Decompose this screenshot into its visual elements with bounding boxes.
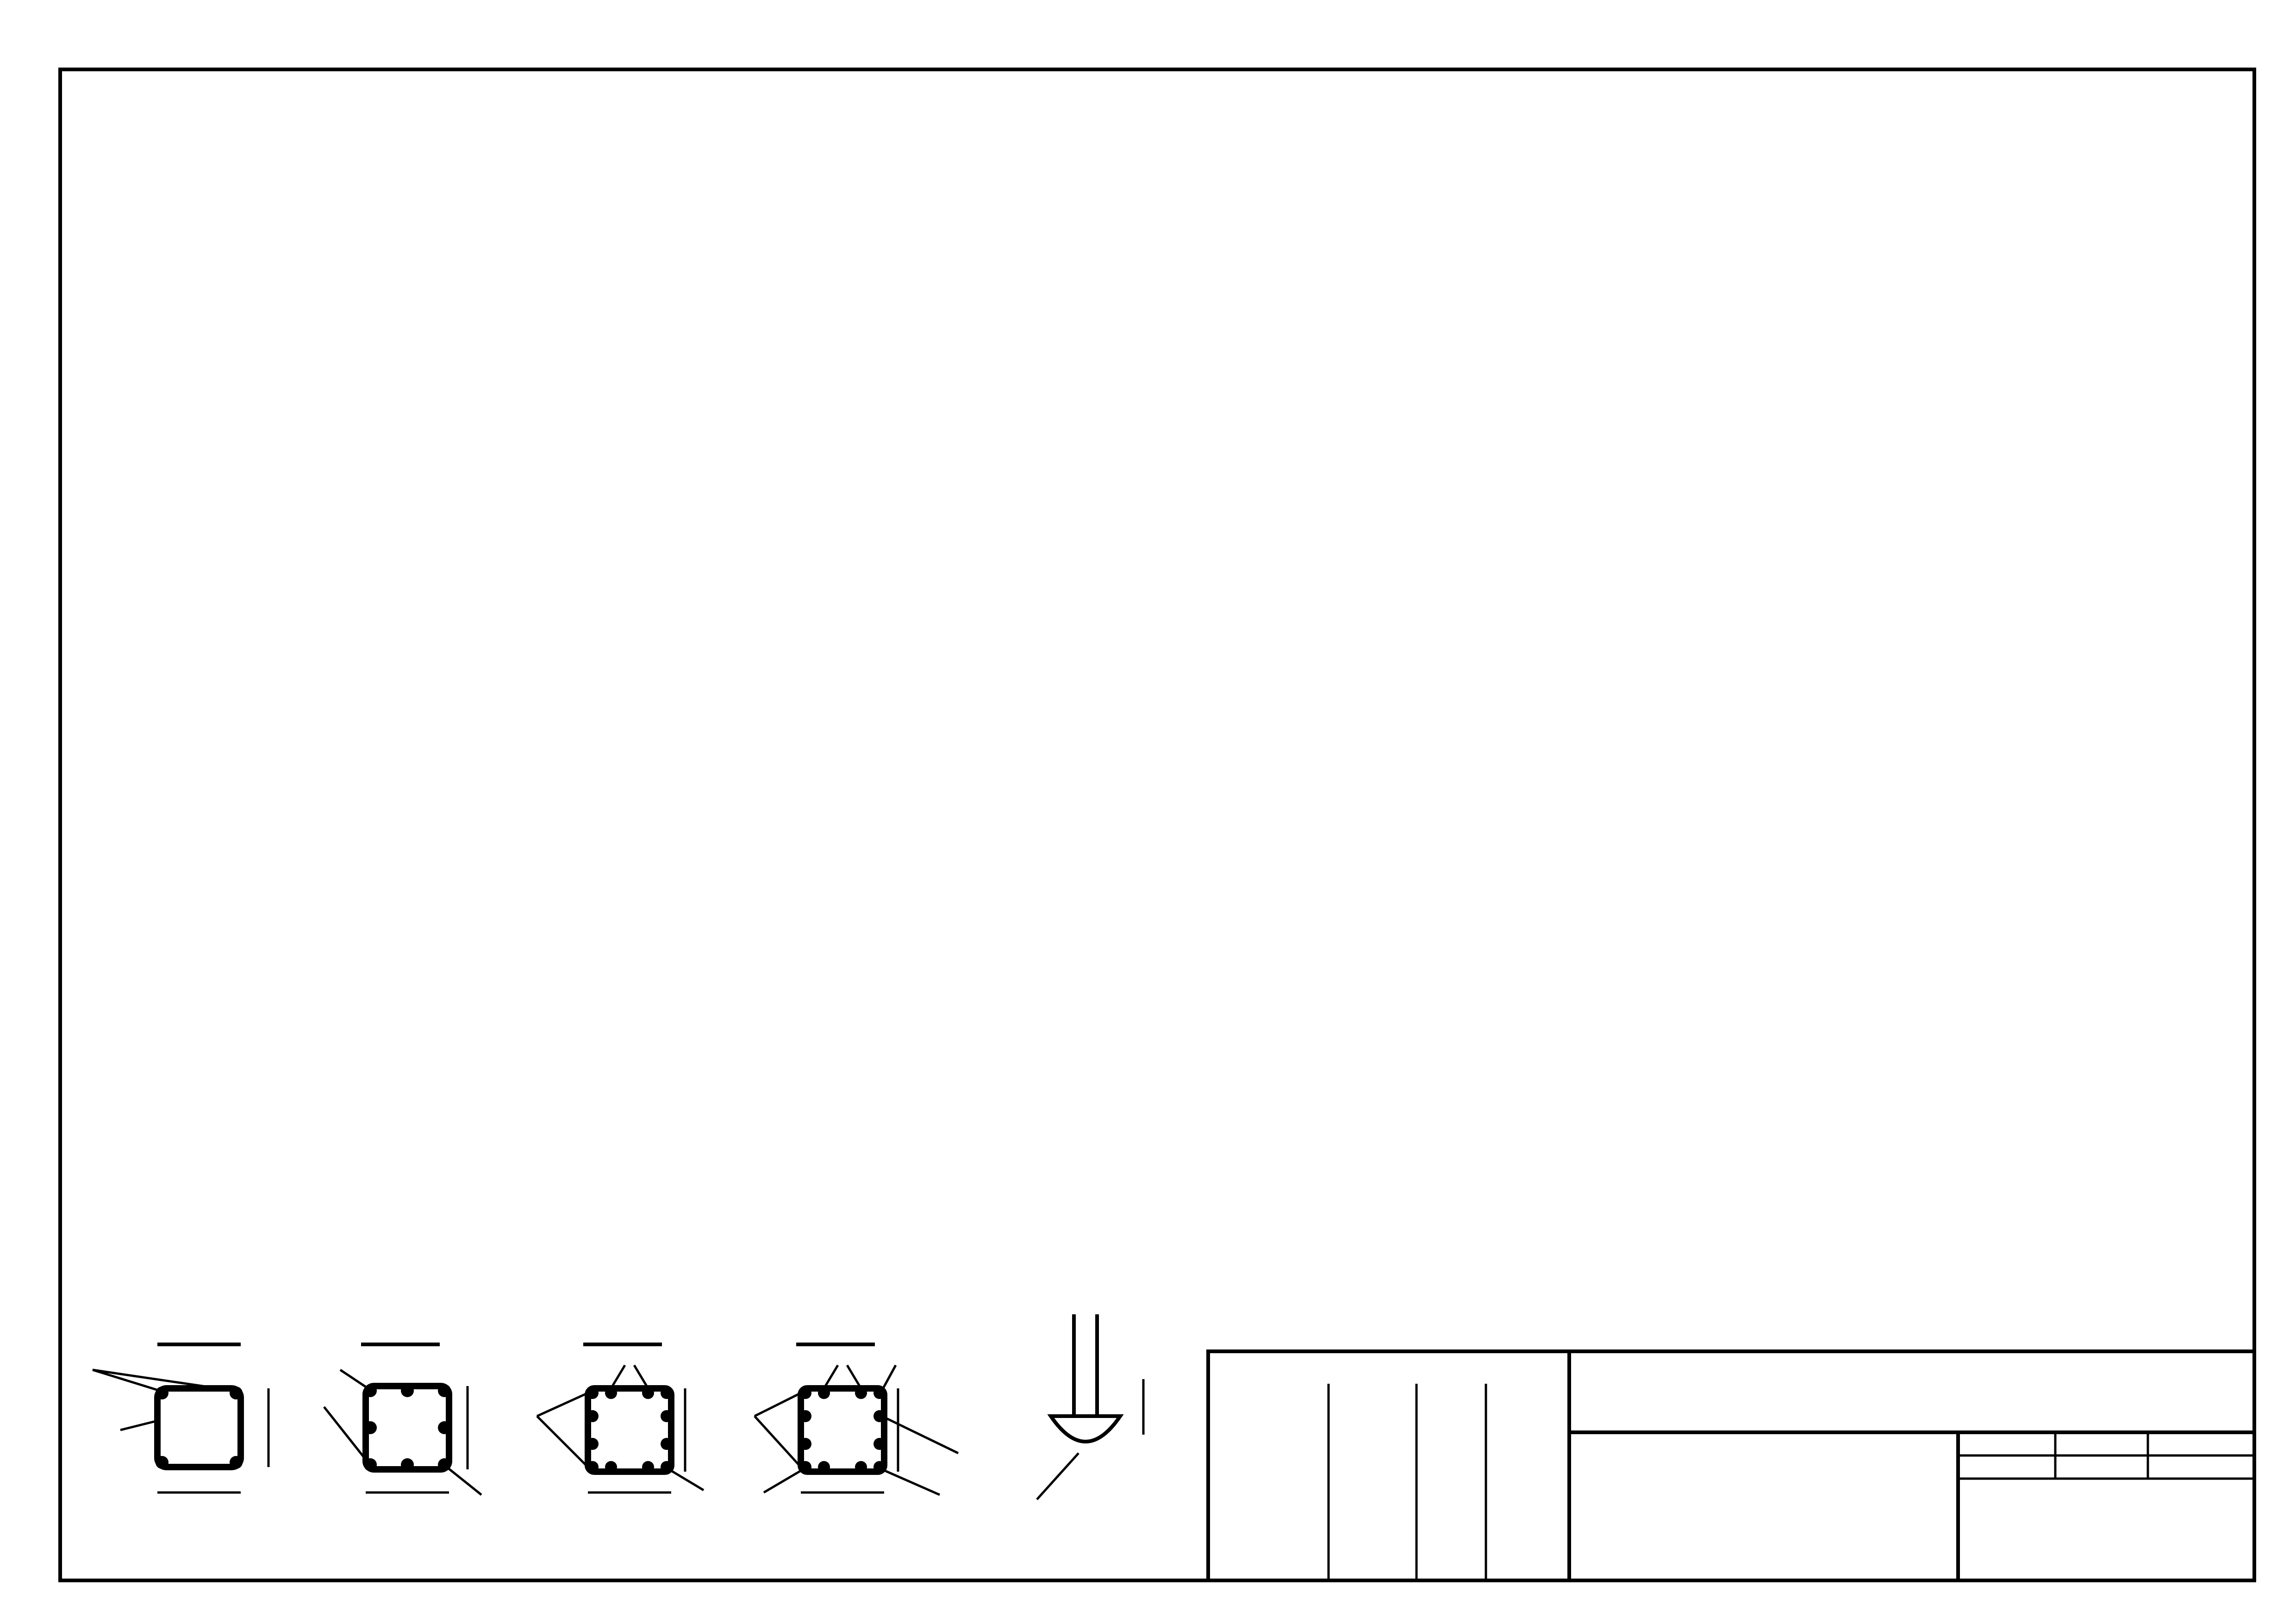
upset-head-detail	[1037, 1314, 1143, 1499]
section-1-1	[93, 1344, 268, 1492]
section-outline	[588, 1388, 671, 1472]
title-block	[1208, 1351, 2254, 1580]
section-outline	[157, 1388, 241, 1467]
section-2-2	[324, 1344, 481, 1495]
section-outline	[366, 1386, 449, 1469]
section-4-4	[755, 1344, 958, 1495]
section-3-3	[537, 1344, 704, 1492]
sheet-frame	[60, 69, 2254, 1580]
section-outline	[801, 1388, 884, 1472]
cross-sections	[93, 1314, 1143, 1499]
